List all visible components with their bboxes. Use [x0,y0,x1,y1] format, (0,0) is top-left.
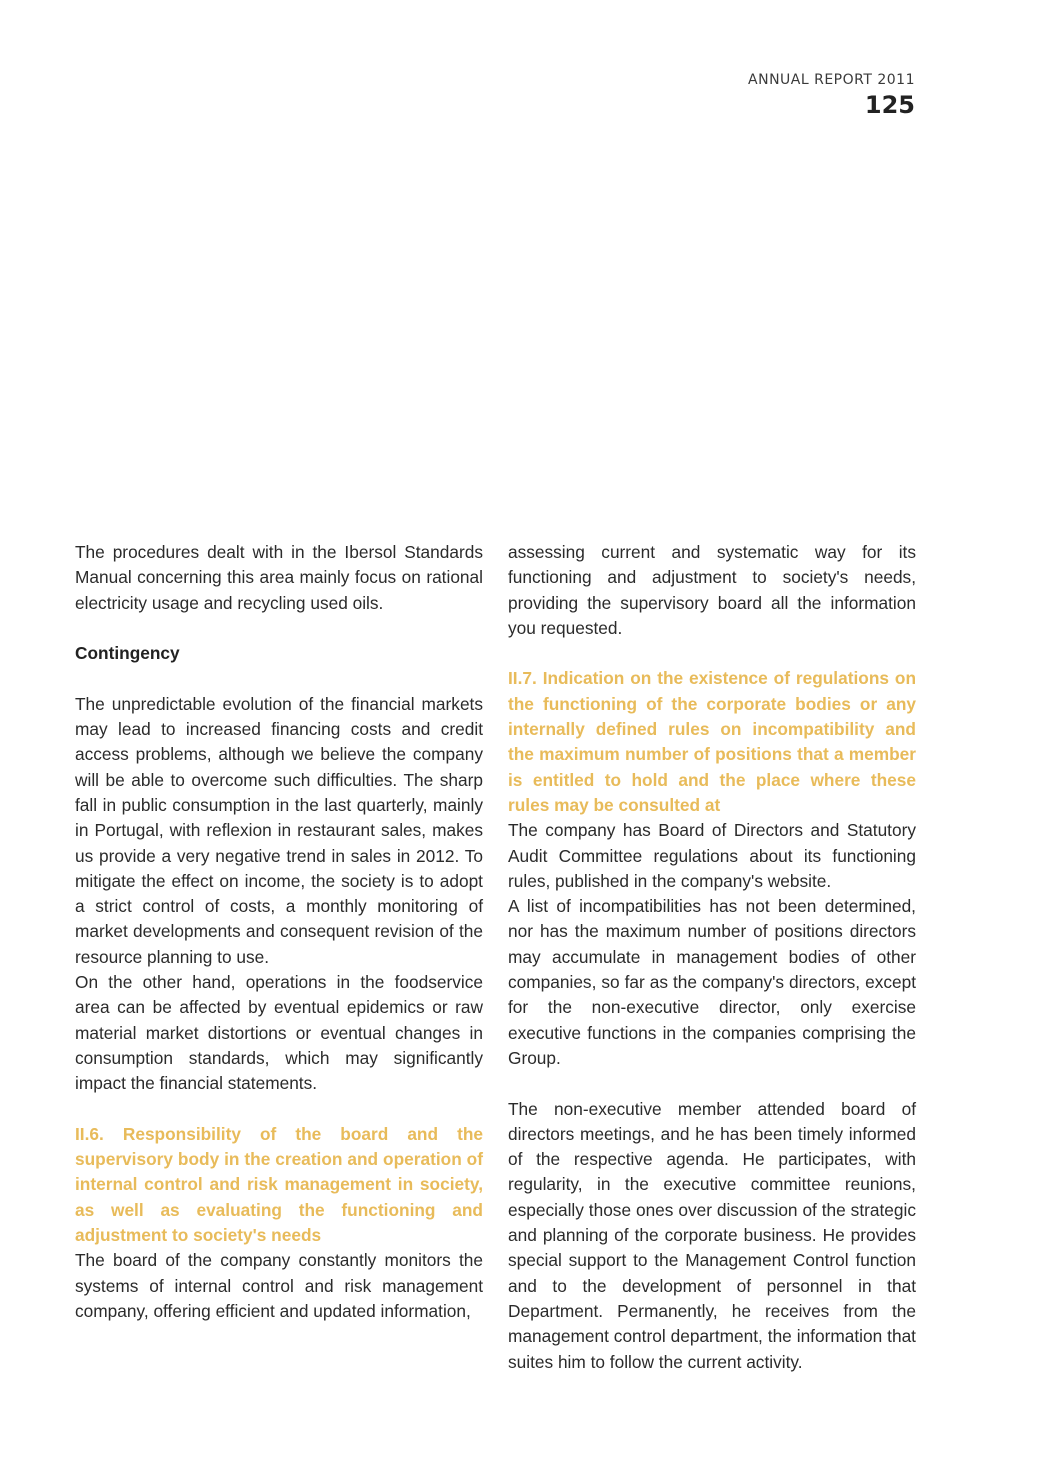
contingency-paragraph-1: The unpredictable evolution of the financial markets may lead to increased financing costs and credit access problems, although we believe the company will be able to overcome such difficulties. The sharp fall in public consumption in the last quarterly, mainly in Portugal, with reflexion in restaurant sales, makes us provide a very negative trend in sales in 2012. To mitigate the effect on income, the society is to adopt a strict control of costs, a monthly monitoring of market developments and consequent revision of the resource planning to use. [75,693,483,967]
continuation-paragraph: assessing current and systematic way for its functioning and adjustment to society's needs, providing the supervisory board all the information you requested. [508,542,916,638]
section-ii6-paragraph: The board of the company constantly monitors the systems of internal control and risk management company, offering efficient and updated information, [75,1250,483,1321]
page-number: 125 [864,91,915,119]
right-column [508,540,916,1375]
section-ii7-paragraph-3: The non-executive member attended board of directors meetings, and he has been timely informed of the respective agenda. He participates, with regularity, in the executive committee reunions, especially those ones over discussion of the strategic and planning of the corporate business. He provides special support to the Management Control function and to the development of personnel in that Department. Permanently, he receives from the management control department, the information that suites him to follow the current activity. [508,1098,916,1372]
page-header [748,70,915,120]
section-ii7-heading: II.7. Indication on the existence of regulations on the functioning of the corporate bodies or any internally defined rules on incompatibility and the maximum number of positions that a member is entitled to hold and the place where these rules may be consulted at [508,668,916,815]
contingency-heading: Contingency [75,643,180,664]
section-ii7-paragraph-1: The company has Board of Directors and Statutory Audit Committee regulations about its functioning rules, published in the company's website. [508,820,916,891]
intro-paragraph: The procedures dealt with in the Ibersol Standards Manual concerning this area mainly focus on rational electricity usage and recycling used oils. [75,542,483,613]
section-ii6-heading: II.6. Responsibility of the board and the supervisory body in the creation and operation of internal control and risk management in society, as well as evaluating the functioning and adjustment to society's needs [75,1123,483,1246]
report-title: ANNUAL REPORT 2011 [748,72,915,88]
left-column [75,540,483,1324]
contingency-paragraph-2: On the other hand, operations in the foodservice area can be affected by eventual epidemics or raw material market distortions or eventual changes in consumption standards, which may significantly impact the financial statements. [75,972,483,1094]
section-ii7-paragraph-2: A list of incompatibilities has not been determined, nor has the maximum number of positions directors may accumulate in management bodies of other companies, so far as the company's directors, except for the non-executive director, only exercise executive functions in the companies comprising the Group. [508,896,916,1068]
